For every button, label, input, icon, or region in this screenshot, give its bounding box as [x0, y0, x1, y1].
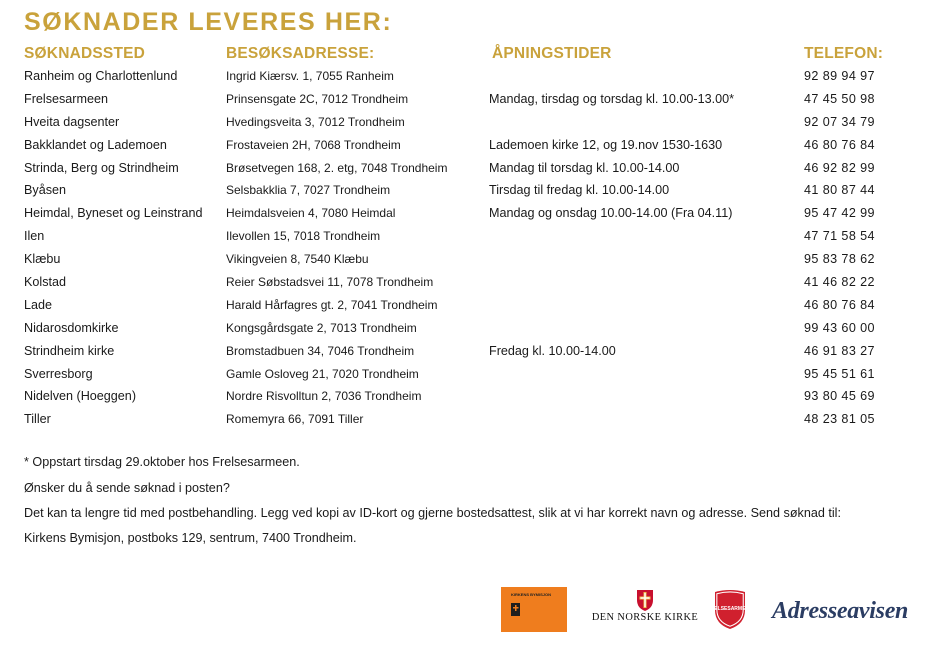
- location-hours: Fredag kl. 10.00-14.00: [489, 343, 616, 358]
- table-row: [0, 364, 928, 387]
- table-row: [0, 66, 928, 89]
- kirkens-bymisjon-logo: [501, 587, 567, 632]
- frelsesarmeen-logo: [707, 588, 753, 630]
- location-phone: 47 71 58 54: [804, 229, 875, 244]
- location-address: Vikingveien 8, 7540 Klæbu: [226, 252, 369, 267]
- location-place: Ilen: [24, 229, 45, 244]
- table-row: [0, 318, 928, 341]
- location-address: Prinsensgate 2C, 7012 Trondheim: [226, 91, 409, 106]
- location-hours: Mandag og onsdag 10.00-14.00 (Fra 04.11): [489, 206, 733, 221]
- header-address: BESØKSADRESSE:: [226, 45, 375, 62]
- location-phone: 95 45 51 61: [804, 366, 875, 381]
- location-address: Kongsgårdsgate 2, 7013 Trondheim: [226, 320, 417, 335]
- location-address: Bromstadbuen 34, 7046 Trondheim: [226, 343, 415, 358]
- location-phone: 48 23 81 05: [804, 412, 875, 427]
- location-hours: Mandag til torsdag kl. 10.00-14.00: [489, 160, 680, 175]
- table-row: [0, 158, 928, 181]
- location-address: Hvedingsveita 3, 7012 Trondheim: [226, 114, 405, 129]
- table-row: [0, 203, 928, 226]
- location-phone: 92 89 94 97: [804, 69, 875, 83]
- location-place: Strindheim kirke: [24, 343, 115, 358]
- locations-table: [0, 66, 928, 432]
- mail-instructions: Det kan ta lengre tid med postbehandling. Legg ved kopi av ID-kort og gjerne bostedsattest, slik at vi har korrekt navn og adresse. Send søknad til:: [24, 506, 841, 520]
- location-place: Nidelven (Hoeggen): [24, 389, 137, 404]
- location-place: Byåsen: [24, 183, 67, 198]
- table-row: [0, 180, 928, 203]
- bymisjon-logo-text: KIRKENS BYMISJON: [511, 592, 552, 597]
- table-row: [0, 386, 928, 409]
- header-place: SØKNADSSTED: [24, 45, 146, 62]
- table-row: [0, 89, 928, 112]
- location-place: Hveita dagsenter: [24, 114, 120, 129]
- location-address: Gamle Osloveg 21, 7020 Trondheim: [226, 366, 419, 381]
- header-phone: TELEFON:: [804, 45, 884, 62]
- location-phone: 99 43 60 00: [804, 320, 875, 335]
- location-place: Strinda, Berg og Strindheim: [24, 160, 179, 175]
- location-place: Bakklandet og Lademoen: [24, 137, 167, 152]
- adresseavisen-logo: Adresseavisen: [772, 598, 909, 624]
- location-phone: 93 80 45 69: [804, 389, 875, 404]
- location-address: Nordre Risvolltun 2, 7036 Trondheim: [226, 389, 422, 404]
- location-phone: 95 83 78 62: [804, 252, 875, 267]
- dnk-shield-cross-icon: [635, 588, 655, 612]
- location-phone: 46 91 83 27: [804, 343, 875, 358]
- page-title: SØKNADER LEVERES HER:: [24, 8, 393, 36]
- location-phone: 46 80 76 84: [804, 297, 875, 312]
- table-row: [0, 249, 928, 272]
- table-row: [0, 272, 928, 295]
- location-address: Brøsetvegen 168, 2. etg, 7048 Trondheim: [226, 160, 448, 175]
- bymisjon-building-icon: [501, 587, 567, 632]
- location-hours: Mandag, tirsdag og torsdag kl. 10.00-13.00*: [489, 91, 735, 106]
- frelsesarmeen-logo-text: FRELSESARMEEN: [707, 606, 753, 612]
- table-row: [0, 341, 928, 364]
- location-hours: Tirsdag til fredag kl. 10.00-14.00: [489, 183, 670, 198]
- mail-question: Ønsker du å sende søknad i posten?: [24, 481, 230, 495]
- location-place: Nidarosdomkirke: [24, 320, 119, 335]
- location-phone: 46 92 82 99: [804, 160, 875, 175]
- location-phone: 95 47 42 99: [804, 206, 875, 221]
- dnk-logo-text: DEN NORSKE KIRKE: [591, 612, 699, 623]
- table-row: [0, 226, 928, 249]
- table-row: [0, 295, 928, 318]
- location-address: Selsbakklia 7, 7027 Trondheim: [226, 183, 391, 198]
- header-hours: ÅPNINGSTIDER: [492, 45, 612, 62]
- location-phone: 92 07 34 79: [804, 114, 875, 129]
- location-place: Lade: [24, 297, 53, 312]
- location-address: Heimdalsveien 4, 7080 Heimdal: [226, 206, 396, 221]
- location-place: Kolstad: [24, 275, 67, 290]
- location-phone: 41 46 82 22: [804, 275, 875, 290]
- location-place: Ranheim og Charlottenlund: [24, 69, 178, 83]
- location-place: Sverresborg: [24, 366, 93, 381]
- location-address: Romemyra 66, 7091 Tiller: [226, 412, 364, 427]
- location-place: Frelsesarmeen: [24, 91, 108, 106]
- location-address: Ingrid Kiærsv. 1, 7055 Ranheim: [226, 69, 394, 83]
- location-address: Reier Søbstadsvei 11, 7078 Trondheim: [226, 275, 434, 290]
- location-address: Harald Hårfagres gt. 2, 7041 Trondheim: [226, 297, 438, 312]
- frelsesarmeen-shield-icon: [707, 588, 753, 630]
- location-address: Ilevollen 15, 7018 Trondheim: [226, 229, 381, 244]
- footnote: * Oppstart tirsdag 29.oktober hos Frelsesarmeen.: [24, 455, 300, 469]
- table-row: [0, 135, 928, 158]
- location-phone: 46 80 76 84: [804, 137, 875, 152]
- location-place: Heimdal, Byneset og Leinstrand: [24, 206, 203, 221]
- location-place: Tiller: [24, 412, 51, 427]
- table-row: [0, 409, 928, 432]
- location-place: Klæbu: [24, 252, 61, 267]
- location-hours: Lademoen kirke 12, og 19.nov 1530-1630: [489, 137, 723, 152]
- location-phone: 47 45 50 98: [804, 91, 875, 106]
- table-row: [0, 112, 928, 135]
- location-address: Frostaveien 2H, 7068 Trondheim: [226, 137, 401, 152]
- mail-address: Kirkens Bymisjon, postboks 129, sentrum, 7400 Trondheim.: [24, 531, 357, 545]
- den-norske-kirke-logo: [588, 588, 702, 630]
- location-phone: 41 80 87 44: [804, 183, 875, 198]
